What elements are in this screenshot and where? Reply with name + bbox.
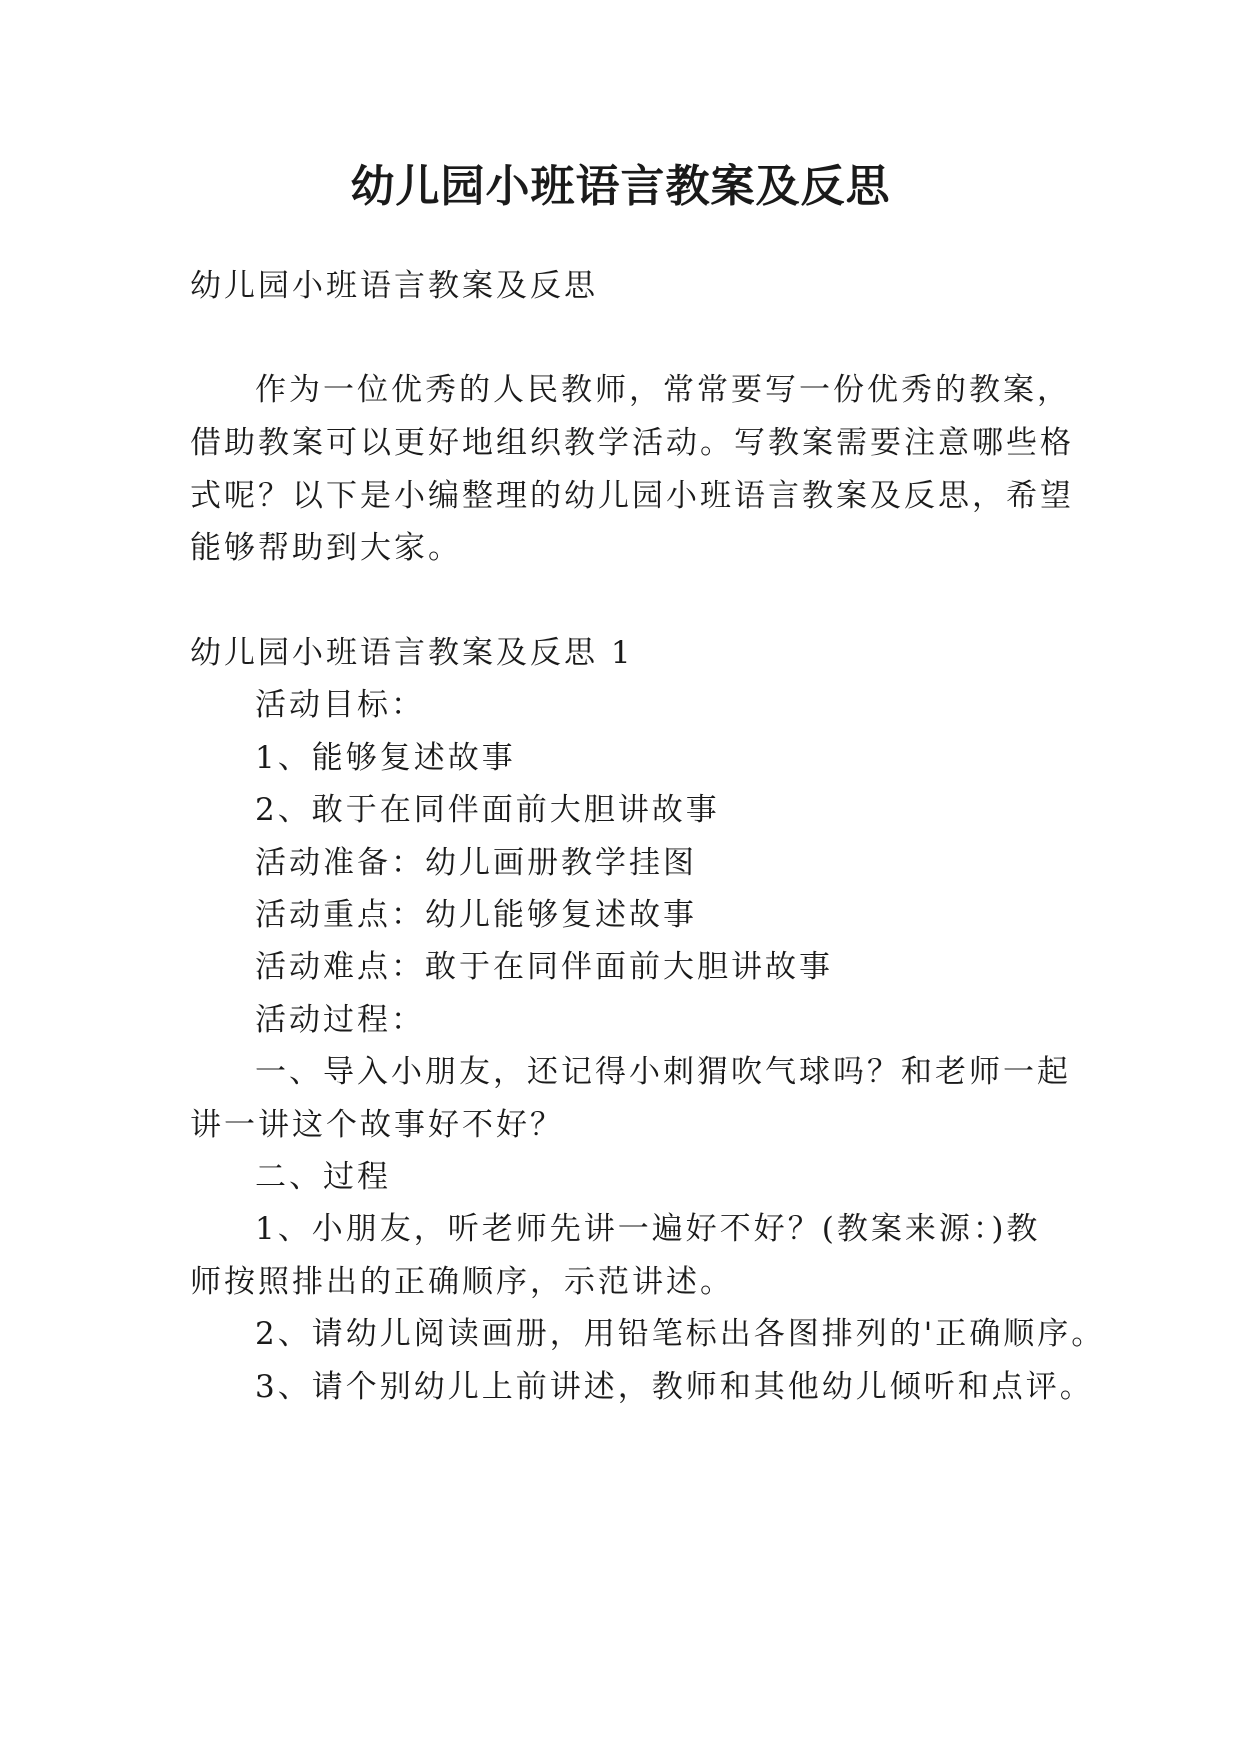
- body-line: 活动难点：敢于在同伴面前大胆讲故事: [255, 949, 833, 985]
- intro-line: 能够帮助到大家。: [190, 530, 462, 566]
- document-subtitle: 幼儿园小班语言教案及反思: [190, 268, 598, 304]
- body-line: 一、导入小朋友，还记得小刺猬吹气球吗？和老师一起: [255, 1054, 1071, 1090]
- body-line: 活动过程：: [255, 1002, 425, 1038]
- body-line: 2、敢于在同伴面前大胆讲故事: [255, 792, 720, 828]
- body-line: 2、请幼儿阅读画册，用铅笔标出各图排列的'正确顺序。: [255, 1316, 1106, 1352]
- body-line: 1、能够复述故事: [255, 740, 516, 776]
- body-line: 讲一讲这个故事好不好？: [190, 1107, 564, 1143]
- body-line: 活动重点：幼儿能够复述故事: [255, 897, 697, 933]
- intro-line: 借助教案可以更好地组织教学活动。写教案需要注意哪些格: [190, 425, 1074, 461]
- section-title: 幼儿园小班语言教案及反思 1: [190, 635, 634, 671]
- body-line: 3、请个别幼儿上前讲述，教师和其他幼儿倾听和点评。: [255, 1369, 1094, 1405]
- body-line: 活动准备：幼儿画册教学挂图: [255, 845, 697, 881]
- intro-line: 式呢？以下是小编整理的幼儿园小班语言教案及反思，希望: [190, 478, 1074, 514]
- body-line: 1、小朋友，听老师先讲一遍好不好？(教案来源：)教: [255, 1211, 1041, 1247]
- body-line: 二、过程: [255, 1159, 391, 1195]
- body-line: 师按照排出的正确顺序，示范讲述。: [190, 1264, 734, 1300]
- intro-line: 作为一位优秀的人民教师，常常要写一份优秀的教案，: [255, 372, 1071, 408]
- document-title: 幼儿园小班语言教案及反思: [350, 161, 891, 212]
- body-line: 活动目标：: [255, 687, 425, 723]
